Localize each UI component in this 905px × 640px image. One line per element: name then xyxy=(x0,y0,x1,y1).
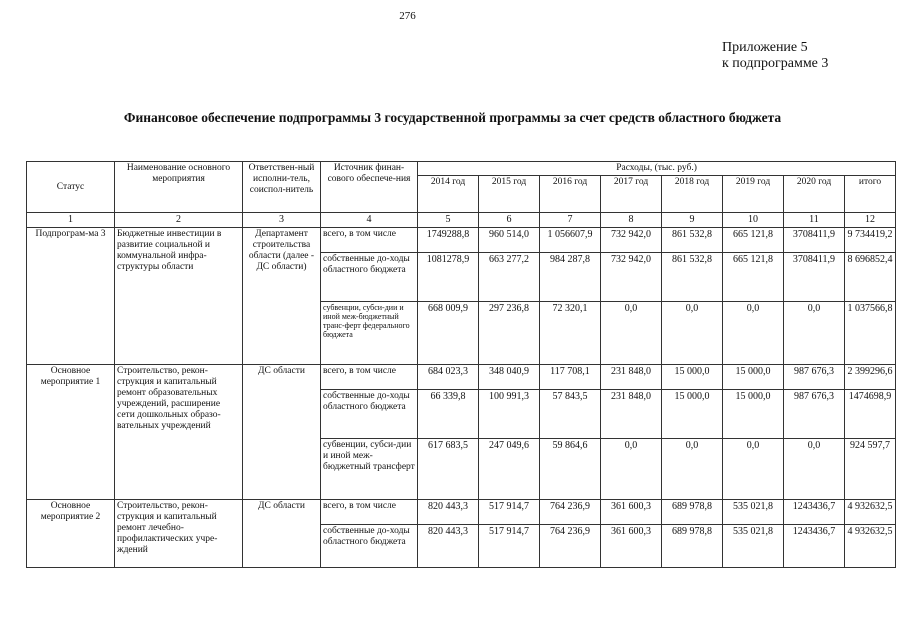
cell-2020: 1243436,7 xyxy=(784,500,845,525)
column-number: 6 xyxy=(479,213,540,228)
cell-2020: 0,0 xyxy=(784,439,845,500)
cell-total: 924 597,7 xyxy=(845,439,896,500)
cell-2018: 689 978,8 xyxy=(662,525,723,568)
header-total: итого xyxy=(845,176,896,213)
header-year: 2020 год xyxy=(784,176,845,213)
cell-2015: 247 049,6 xyxy=(479,439,540,500)
cell-2019: 535 021,8 xyxy=(723,525,784,568)
row-source: собственные до-ходы областного бюджета xyxy=(321,390,418,439)
column-number: 8 xyxy=(601,213,662,228)
cell-2017: 231 848,0 xyxy=(601,390,662,439)
header-status: Статус xyxy=(27,162,115,213)
appendix-note xyxy=(722,40,828,72)
cell-2016: 764 236,9 xyxy=(540,525,601,568)
cell-total: 8 696852,4 xyxy=(845,253,896,302)
header-name: Наименование основного мероприятия xyxy=(115,162,243,213)
cell-2017: 361 600,3 xyxy=(601,500,662,525)
cell-2019: 0,0 xyxy=(723,439,784,500)
row-status: Основное мероприятие 2 xyxy=(27,500,115,568)
column-number: 7 xyxy=(540,213,601,228)
cell-2016: 1 056607,9 xyxy=(540,228,601,253)
column-number: 3 xyxy=(243,213,321,228)
row-activity-name: Строительство, рекон-струкция и капитальный ремонт образовательных учреждений, расширение сети дошкольных образо-вательных учреждений xyxy=(115,365,243,500)
cell-2018: 15 000,0 xyxy=(662,390,723,439)
cell-2014: 820 443,3 xyxy=(418,500,479,525)
row-activity-name: Строительство, рекон-струкция и капитальный ремонт лечебно-профилактических учре-ждений xyxy=(115,500,243,568)
column-number: 10 xyxy=(723,213,784,228)
page-number: 276 xyxy=(399,10,416,22)
header-year: 2018 год xyxy=(662,176,723,213)
table-row xyxy=(27,365,896,390)
header-source: Источник финан-сового обеспече-ния xyxy=(321,162,418,213)
cell-2019: 0,0 xyxy=(723,302,784,365)
row-source: собственные до-ходы областного бюджета xyxy=(321,525,418,568)
cell-2014: 66 339,8 xyxy=(418,390,479,439)
cell-2020: 1243436,7 xyxy=(784,525,845,568)
cell-2016: 117 708,1 xyxy=(540,365,601,390)
cell-2016: 72 320,1 xyxy=(540,302,601,365)
row-responsible: ДС области xyxy=(243,500,321,568)
cell-2018: 861 532,8 xyxy=(662,228,723,253)
cell-2017: 361 600,3 xyxy=(601,525,662,568)
column-number: 1 xyxy=(27,213,115,228)
cell-2014: 684 023,3 xyxy=(418,365,479,390)
cell-2015: 100 991,3 xyxy=(479,390,540,439)
cell-2014: 617 683,5 xyxy=(418,439,479,500)
cell-total: 4 932632,5 xyxy=(845,525,896,568)
cell-2017: 0,0 xyxy=(601,302,662,365)
header-year: 2017 год xyxy=(601,176,662,213)
column-number: 11 xyxy=(784,213,845,228)
table-row xyxy=(27,228,896,253)
cell-2015: 960 514,0 xyxy=(479,228,540,253)
cell-2019: 15 000,0 xyxy=(723,365,784,390)
cell-2020: 3708411,9 xyxy=(784,253,845,302)
header-year: 2014 год xyxy=(418,176,479,213)
cell-2018: 689 978,8 xyxy=(662,500,723,525)
header-expenses: Расходы, (тыс. руб.) xyxy=(418,162,896,176)
column-number: 4 xyxy=(321,213,418,228)
cell-2020: 987 676,3 xyxy=(784,365,845,390)
cell-2016: 59 864,6 xyxy=(540,439,601,500)
header-year: 2019 год xyxy=(723,176,784,213)
cell-2019: 665 121,8 xyxy=(723,228,784,253)
cell-2015: 663 277,2 xyxy=(479,253,540,302)
row-source: субвенции, субси-дии и иной меж-бюджетный транс-ферт федерального бюджета xyxy=(321,302,418,365)
cell-2018: 0,0 xyxy=(662,439,723,500)
cell-2016: 57 843,5 xyxy=(540,390,601,439)
cell-2014: 668 009,9 xyxy=(418,302,479,365)
column-number: 2 xyxy=(115,213,243,228)
row-source: субвенции, субси-дии и иной меж-бюджетный трансферт xyxy=(321,439,418,500)
cell-total: 2 399296,6 xyxy=(845,365,896,390)
cell-total: 1474698,9 xyxy=(845,390,896,439)
row-source: собственные до-ходы областного бюджета xyxy=(321,253,418,302)
column-number: 12 xyxy=(845,213,896,228)
cell-2016: 764 236,9 xyxy=(540,500,601,525)
cell-2017: 0,0 xyxy=(601,439,662,500)
row-status: Подпрограм-ма 3 xyxy=(27,228,115,365)
cell-2020: 0,0 xyxy=(784,302,845,365)
financing-table xyxy=(26,161,896,568)
column-number: 5 xyxy=(418,213,479,228)
cell-2019: 15 000,0 xyxy=(723,390,784,439)
cell-total: 4 932632,5 xyxy=(845,500,896,525)
cell-2019: 665 121,8 xyxy=(723,253,784,302)
row-status: Основное мероприятие 1 xyxy=(27,365,115,500)
cell-total: 1 037566,8 xyxy=(845,302,896,365)
row-activity-name: Бюджетные инвестиции в развитие социальной и коммунальной инфра-структуры области xyxy=(115,228,243,365)
row-responsible: ДС области xyxy=(243,365,321,500)
cell-2020: 3708411,9 xyxy=(784,228,845,253)
cell-2017: 732 942,0 xyxy=(601,228,662,253)
cell-2015: 517 914,7 xyxy=(479,500,540,525)
cell-2017: 732 942,0 xyxy=(601,253,662,302)
row-source: всего, в том числе xyxy=(321,365,418,390)
document-title: Финансовое обеспечение подпрограммы 3 государственной программы за счет средств областного бюджета xyxy=(123,110,782,125)
cell-2014: 1749288,8 xyxy=(418,228,479,253)
cell-2019: 535 021,8 xyxy=(723,500,784,525)
row-responsible: Департамент строительства области (далее - ДС области) xyxy=(243,228,321,365)
cell-2017: 231 848,0 xyxy=(601,365,662,390)
header-year: 2015 год xyxy=(479,176,540,213)
cell-2018: 15 000,0 xyxy=(662,365,723,390)
row-source: всего, в том числе xyxy=(321,228,418,253)
cell-2015: 348 040,9 xyxy=(479,365,540,390)
table-row xyxy=(27,500,896,525)
cell-2015: 297 236,8 xyxy=(479,302,540,365)
cell-total: 9 734419,2 xyxy=(845,228,896,253)
cell-2014: 1081278,9 xyxy=(418,253,479,302)
cell-2020: 987 676,3 xyxy=(784,390,845,439)
cell-2016: 984 287,8 xyxy=(540,253,601,302)
cell-2014: 820 443,3 xyxy=(418,525,479,568)
cell-2015: 517 914,7 xyxy=(479,525,540,568)
cell-2018: 861 532,8 xyxy=(662,253,723,302)
header-responsible: Ответствен-ный исполни-тель, соиспол-нитель xyxy=(243,162,321,213)
appendix-line-1: Приложение 5 xyxy=(722,40,808,55)
header-year: 2016 год xyxy=(540,176,601,213)
cell-2018: 0,0 xyxy=(662,302,723,365)
appendix-line-2: к подпрограмме 3 xyxy=(722,56,829,71)
column-number: 9 xyxy=(662,213,723,228)
row-source: всего, в том числе xyxy=(321,500,418,525)
